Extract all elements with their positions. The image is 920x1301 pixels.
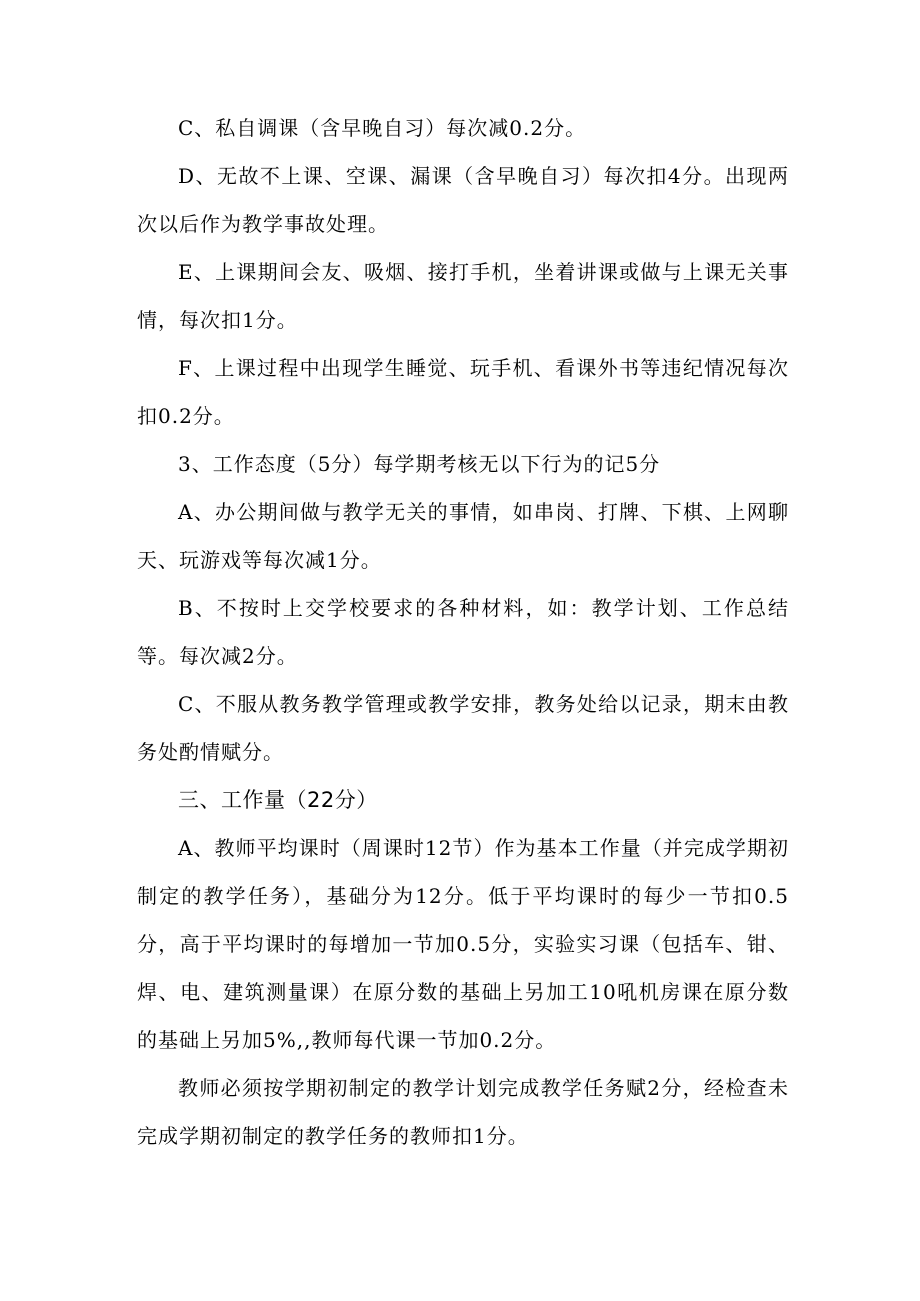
paragraph-workload-a: A、教师平均课时（周课时12节）作为基本工作量（并完成学期初制定的教学任务），基础分为12分。低于平均课时的每少一节扣0.5分，高于平均课时的每增加一节加0.5分，实验实习课（包括车、钳、焊、电、建筑测量课）在原分数的基础上另加工10吼机房课在原分数的基础上另加5%,,教师每代课一节加0.2分。 bbox=[137, 836, 789, 1052]
document-body bbox=[137, 104, 789, 1160]
paragraph-rule-c-class-swap: C、私自调课（含早晚自习）每次减0.2分。 bbox=[178, 116, 587, 140]
paragraph-workload-plan: 教师必须按学期初制定的教学计划完成教学任务赋2分，经检查未完成学期初制定的教学任务的教师扣1分。 bbox=[137, 1076, 789, 1148]
paragraph-attitude-c: C、不服从教务教学管理或教学安排，教务处给以记录，期末由教务处酌情赋分。 bbox=[137, 692, 789, 764]
paragraph-rule-d-absence: D、无故不上课、空课、漏课（含早晚自习）每次扣4分。出现两次以后作为教学事故处理。 bbox=[137, 164, 789, 236]
section-heading-workload: 三、工作量（22分） bbox=[178, 788, 378, 812]
paragraph-work-attitude: 3、工作态度（5分）每学期考核无以下行为的记5分 bbox=[178, 452, 661, 476]
paragraph-attitude-b: B、不按时上交学校要求的各种材料，如：教学计划、工作总结等。每次减2分。 bbox=[137, 596, 789, 668]
paragraph-rule-f-discipline: F、上课过程中出现学生睡觉、玩手机、看课外书等违纪情况每次扣0.2分。 bbox=[137, 356, 789, 428]
paragraph-attitude-a: A、办公期间做与教学无关的事情，如串岗、打牌、下棋、上网聊天、玩游戏等每次减1分。 bbox=[137, 500, 789, 572]
paragraph-rule-e-conduct: E、上课期间会友、吸烟、接打手机，坐着讲课或做与上课无关事情，每次扣1分。 bbox=[137, 260, 789, 332]
